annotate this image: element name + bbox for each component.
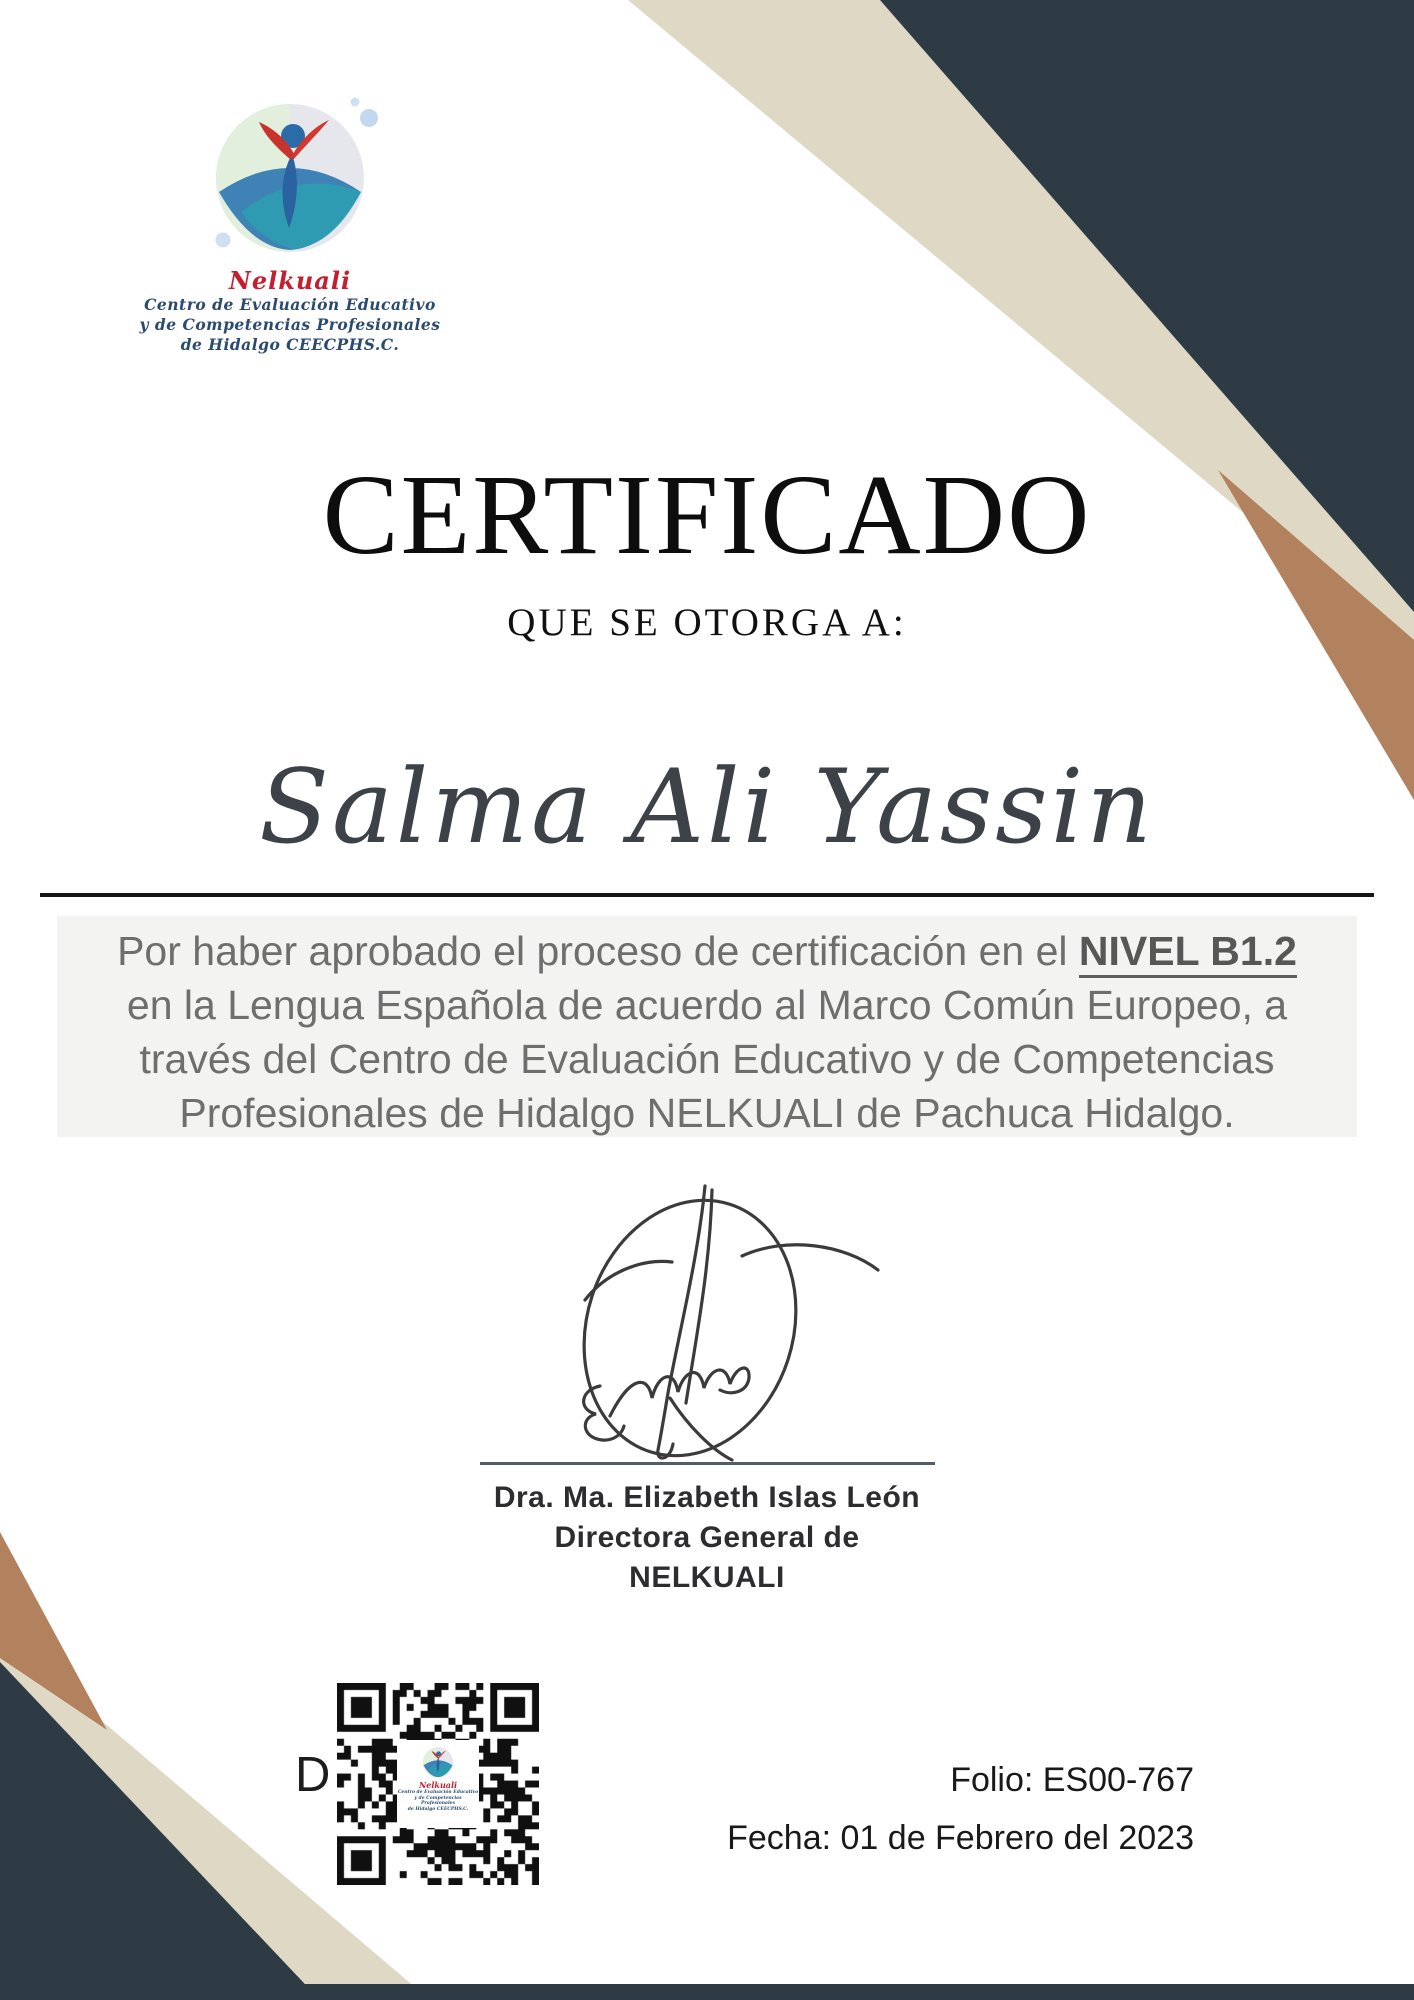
brand-name: Nelkuali — [228, 266, 352, 295]
qr-code — [337, 1683, 539, 1885]
qr-mini-brand: Nelkuali — [418, 1780, 458, 1790]
folio-text: Folio: ES00-767 — [950, 1761, 1194, 1799]
signer-name: Dra. Ma. Elizabeth Islas León — [493, 1481, 921, 1514]
qr-mini-logo-icon — [419, 1743, 457, 1781]
org-line-3: de Hidalgo CEECPHS.C. — [180, 335, 400, 354]
qr-center-logo — [397, 1740, 479, 1828]
qr-mini-org-3: de Hidalgo CEECPHS.C. — [407, 1806, 469, 1812]
body-line-1: Por haber aprobado el proceso de certificación en el NIVEL B1.2 — [57, 924, 1357, 978]
level-highlight: NIVEL B1.2 — [1079, 928, 1297, 978]
footer-block — [727, 1751, 1194, 1867]
certificate-title: CERTIFICADO — [322, 451, 1092, 578]
signer-block — [407, 1478, 1007, 1598]
body-line-4: Profesionales de Hidalgo NELKUALI de Pachuca Hidalgo. — [179, 1090, 1235, 1136]
recipient-name: Salma Ali Yassin — [259, 748, 1155, 867]
signer-org: NELKUALI — [629, 1561, 785, 1594]
body-line-2: en la Lengua Española de acuerdo al Marco Común Europeo, a — [126, 982, 1288, 1028]
nelkuali-logo-icon — [197, 88, 383, 264]
certificate-body — [57, 916, 1357, 1137]
divider-line — [40, 893, 1374, 897]
signer-role: Directora General de — [554, 1521, 860, 1554]
org-line-1: Centro de Evaluación Educativo — [144, 295, 436, 314]
nelkuali-logo — [120, 88, 460, 355]
bottom-bar — [0, 1984, 1414, 2000]
body-line-3: través del Centro de Evaluación Educativo y de Competencias — [139, 1036, 1275, 1082]
org-line-2: y de Competencias Profesionales — [139, 315, 441, 334]
qr-mini-org-1: Centro de Evaluación Educativo — [397, 1790, 479, 1795]
fecha-text: Fecha: 01 de Febrero del 2023 — [727, 1819, 1194, 1857]
obscured-text: D — [295, 1748, 331, 1802]
certificate-subtitle: QUE SE OTORGA A: — [507, 601, 907, 644]
qr-mini-org-2: y de Competencias Profesionales — [414, 1795, 462, 1806]
signature-line — [480, 1462, 935, 1465]
signature-scribble — [480, 1178, 940, 1468]
